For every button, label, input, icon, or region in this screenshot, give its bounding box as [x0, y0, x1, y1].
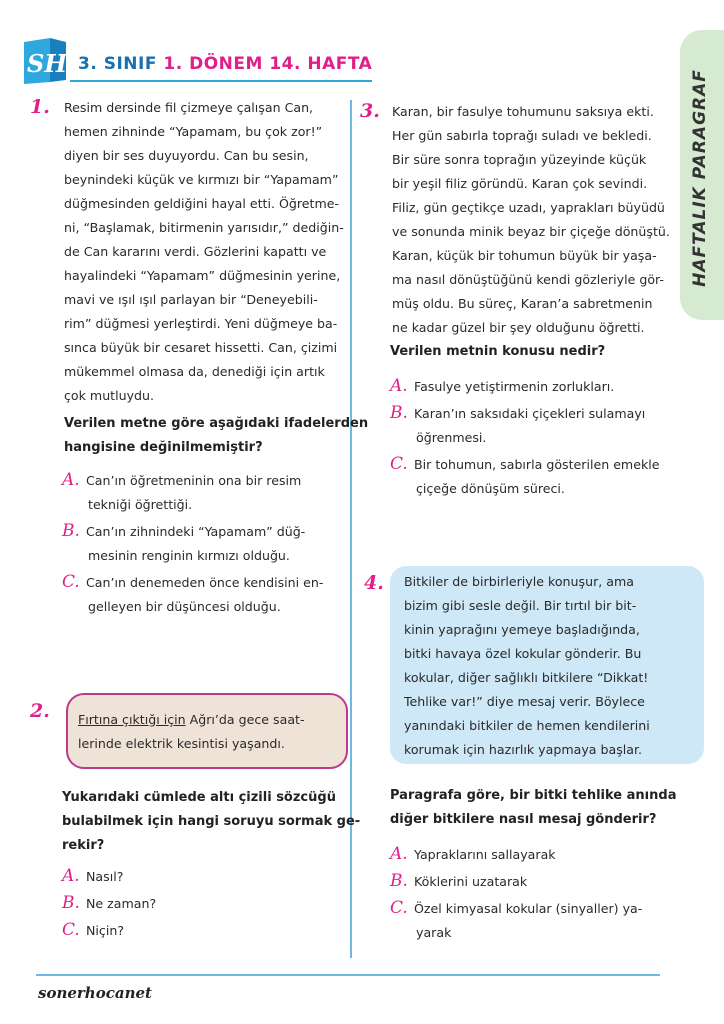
answer-option[interactable]: [62, 519, 323, 568]
option-letter: B.: [62, 893, 80, 913]
q2-number: 2.: [30, 700, 50, 722]
q3-options: [390, 374, 660, 503]
option-text: Karan’ın saksıdaki çiçekleri sulamayı: [414, 406, 646, 421]
passage-line: çok mutluydu.: [64, 388, 155, 403]
passage-line: kinin yaprağını yemeye başladığında,: [404, 622, 640, 637]
question-line: diğer bitkilere nasıl mesaj gönderir?: [390, 812, 657, 827]
passage-line: ni, “Başlamak, bitirmenin yarısıdır,” dediğin-: [64, 220, 344, 235]
question-line: Verilen metne göre aşağıdaki ifadelerden: [64, 416, 369, 431]
option-text: Fasulye yetiştirmenin zorlukları.: [414, 379, 615, 394]
passage-line: Karan, bir fasulye tohumunu saksıya ekti.: [392, 104, 654, 119]
option-text-continued: çiçeğe dönüşüm süreci.: [416, 481, 565, 496]
answer-option[interactable]: [62, 864, 156, 889]
passage-line: bir yeşil filiz göründü. Karan çok sevindi.: [392, 176, 648, 191]
passage-line: Filiz, gün geçtikçe uzadı, yaprakları büyüdü: [392, 200, 665, 215]
answer-option[interactable]: [390, 896, 642, 945]
passage-line: müş oldu. Bu süreç, Karan’a sabretmenin: [392, 296, 653, 311]
question-line: hangisine değinilmemiştir?: [64, 440, 263, 455]
q4-number: 4.: [364, 572, 384, 594]
answer-option[interactable]: [390, 401, 660, 450]
footer-brand: sonerhocanet: [38, 984, 152, 1002]
passage-line: sınca büyük bir cesaret hissetti. Can, çizimi: [64, 340, 338, 355]
q1-options: [62, 468, 323, 621]
q1-passage: [64, 96, 344, 408]
passage-line: ne kadar güzel bir şey olduğunu öğretti.: [392, 320, 645, 335]
q2-sentence: [78, 708, 305, 756]
answer-option[interactable]: [390, 869, 642, 894]
q2-options: [62, 864, 156, 945]
passage-line: bitki havaya özel kokular gönderir. Bu: [404, 646, 642, 661]
option-letter: B.: [62, 521, 80, 541]
option-text-continued: öğrenmesi.: [416, 430, 487, 445]
question-line: Yukarıdaki cümlede altı çizili sözcüğü: [62, 790, 336, 805]
passage-line: beynindeki küçük ve kırmızı bir “Yapamam”: [64, 172, 339, 187]
passage-line: ma nasıl dönüştüğünü kendi gözleriyle gör-: [392, 272, 664, 287]
option-letter: A.: [62, 866, 80, 886]
option-text: Ne zaman?: [86, 896, 157, 911]
term-week-label: 1. DÖNEM 14. HAFTA: [163, 54, 373, 74]
side-tab-label: HAFTALIK PARAGRAF: [690, 69, 710, 287]
footer-rule: [36, 974, 660, 976]
answer-option[interactable]: [62, 468, 323, 517]
passage-line: Tehlike var!” diye mesaj verir. Böylece: [404, 694, 645, 709]
passage-line: hayalindeki “Yapamam” düğmesinin yerine,: [64, 268, 341, 283]
option-text: Niçin?: [86, 923, 125, 938]
q2-underlined-phrase: Fırtına çıktığı için: [78, 712, 186, 727]
option-letter: A.: [390, 844, 408, 864]
question-line: bulabilmek için hangi soruyu sormak ge-: [62, 814, 361, 829]
q3-passage: [392, 100, 670, 340]
passage-line: mavi ve ışıl ışıl parlayan bir “Deneyebili-: [64, 292, 318, 307]
answer-option[interactable]: [390, 842, 642, 867]
passage-line: rim” düğmesi yerleştirdi. Yeni düğmeye ba-: [64, 316, 338, 331]
passage-line: de Can kararını verdi. Gözlerini kapattı ve: [64, 244, 327, 259]
passage-line: bizim gibi sesle değil. Bir tırtıl bir bit-: [404, 598, 637, 613]
passage-line: Resim dersinde fil çizmeye çalışan Can,: [64, 100, 314, 115]
option-text: Yapraklarını sallayarak: [414, 847, 556, 862]
passage-line: Her gün sabırla toprağı suladı ve bekledi.: [392, 128, 652, 143]
passage-line: korumak için hazırlık yapmaya başlar.: [404, 742, 643, 757]
q2-sentence-rest: Ağrı’da gece saat-: [185, 712, 305, 727]
passage-line: ve sonunda minik beyaz bir çiçeğe dönüştü.: [392, 224, 670, 239]
passage-line: Bir süre sonra toprağın yüzeyinde küçük: [392, 152, 647, 167]
option-letter: B.: [390, 871, 408, 891]
option-letter: A.: [390, 376, 408, 396]
option-letter: C.: [390, 898, 408, 918]
question-line: rekir?: [62, 838, 105, 853]
passage-line: hemen zihninde “Yapamam, bu çok zor!”: [64, 124, 323, 139]
option-letter: C.: [62, 920, 80, 940]
option-letter: A.: [62, 470, 80, 490]
option-letter: C.: [62, 572, 80, 592]
q2-question: [62, 786, 360, 858]
question-line: Paragrafa göre, bir bitki tehlike anında: [390, 788, 677, 803]
q3-number: 3.: [360, 100, 380, 122]
option-letter: C.: [390, 454, 408, 474]
q2-sentence-line2: lerinde elektrik kesintisi yaşandı.: [78, 736, 285, 751]
option-text: Özel kimyasal kokular (sinyaller) ya-: [414, 901, 643, 916]
sh-logo: [20, 36, 70, 86]
page-title: [78, 54, 372, 74]
passage-line: kokular, diğer sağlıklı bitkilere “Dikkat!: [404, 670, 649, 685]
question-line: Verilen metnin konusu nedir?: [390, 344, 606, 359]
q4-passage: [404, 570, 650, 762]
answer-option[interactable]: [390, 452, 660, 501]
passage-line: mükemmel olmasa da, denediği için artık: [64, 364, 325, 379]
q1-question: [64, 412, 368, 460]
logo-text: SH: [27, 49, 68, 78]
answer-option[interactable]: [62, 918, 156, 943]
grade-label: 3. SINIF: [78, 54, 157, 74]
option-text-continued: yarak: [416, 925, 452, 940]
passage-line: düğmesinden geldiğini hayal etti. Öğretme-: [64, 196, 340, 211]
answer-option[interactable]: [390, 374, 660, 399]
q4-options: [390, 842, 642, 947]
q1-number: 1.: [30, 96, 50, 118]
option-letter: B.: [390, 403, 408, 423]
answer-option[interactable]: [62, 891, 156, 916]
option-text-continued: mesinin renginin kırmızı olduğu.: [88, 548, 290, 563]
passage-line: Karan, küçük bir tohumun büyük bir yaşa-: [392, 248, 657, 263]
passage-line: diyen bir ses duyuyordu. Can bu sesin,: [64, 148, 309, 163]
header-rule: [70, 80, 372, 82]
option-text-continued: tekniği öğrettiği.: [88, 497, 193, 512]
option-text: Bir tohumun, sabırla gösterilen emekle: [414, 457, 660, 472]
option-text: Nasıl?: [86, 869, 124, 884]
option-text-continued: gelleyen bir düşüncesi olduğu.: [88, 599, 281, 614]
passage-line: Bitkiler de birbirleriyle konuşur, ama: [404, 574, 634, 589]
answer-option[interactable]: [62, 570, 323, 619]
q3-question: [390, 340, 605, 364]
passage-line: yanındaki bitkiler de hemen kendilerini: [404, 718, 650, 733]
q4-question: [390, 784, 676, 832]
option-text: Can’ın zihnindeki “Yapamam” düğ-: [86, 524, 306, 539]
option-text: Köklerini uzatarak: [414, 874, 528, 889]
option-text: Can’ın öğretmeninin ona bir resim: [86, 473, 302, 488]
option-text: Can’ın denemeden önce kendisini en-: [86, 575, 324, 590]
